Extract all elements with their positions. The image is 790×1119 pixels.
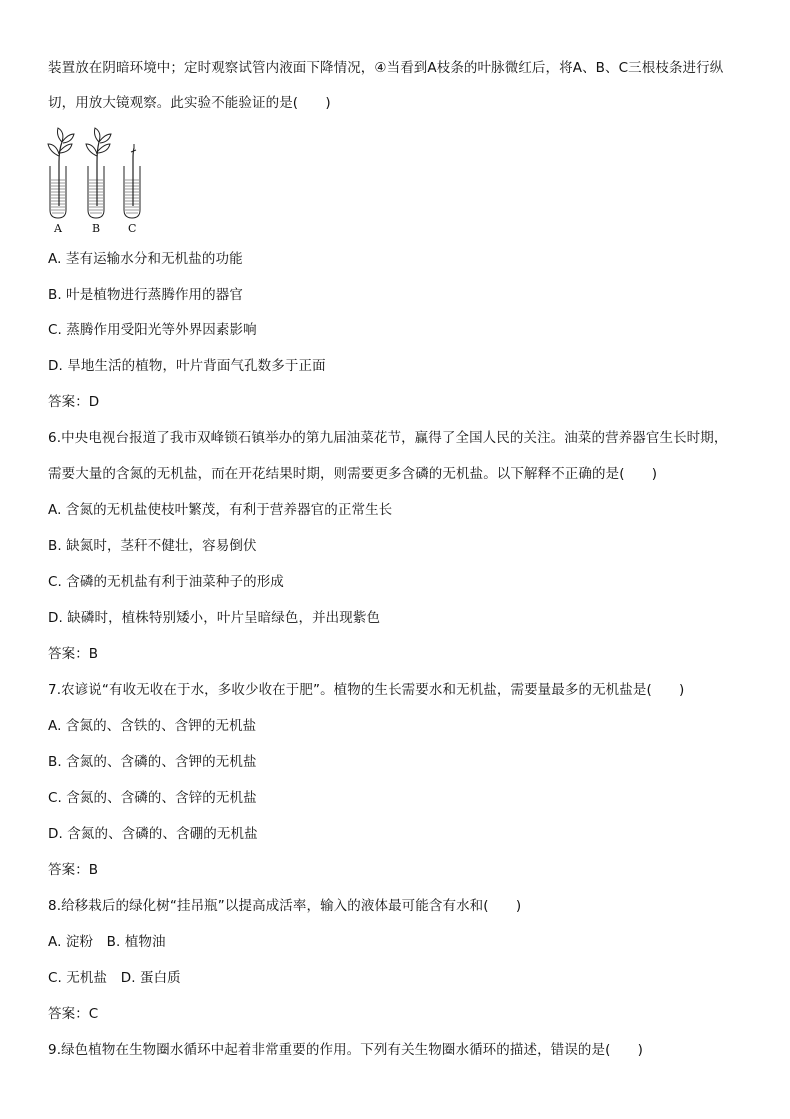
q5-text-line-1: 装置放在阴暗环境中；定时观察试管内液面下降情况，④当看到A枝条的叶脉微红后，将A、B、C三根枝条进行纵 xyxy=(48,60,724,76)
q7-option-d: D. 含氮的、含磷的、含硼的无机盐 xyxy=(48,826,258,842)
q5-option-b: B. 叶是植物进行蒸腾作用的器官 xyxy=(48,287,243,303)
q5-option-a: A. 茎有运输水分和无机盐的功能 xyxy=(48,251,243,267)
q7-option-a: A. 含氮的、含铁的、含钾的无机盐 xyxy=(48,718,257,734)
q8-options-row-2: C. 无机盐 D. 蛋白质 xyxy=(48,970,181,986)
q6-option-a: A. 含氮的无机盐使枝叶繁茂，有利于营养器官的正常生长 xyxy=(48,502,393,518)
test-tube-figure xyxy=(44,122,154,234)
q7-option-c: C. 含氮的、含磷的、含锌的无机盐 xyxy=(48,790,257,806)
q6-option-c: C. 含磷的无机盐有利于油菜种子的形成 xyxy=(48,574,284,590)
test-tube-illustration xyxy=(44,122,154,234)
q8-options-row-1: A. 淀粉 B. 植物油 xyxy=(48,934,166,950)
tube-c xyxy=(124,144,140,218)
q7-option-b: B. 含氮的、含磷的、含钾的无机盐 xyxy=(48,754,257,770)
q6-text-line-2: 需要大量的含氮的无机盐，而在开花结果时期，则需要更多含磷的无机盐。以下解释不正确的是( ) xyxy=(48,466,658,482)
q5-text-line-2: 切，用放大镜观察。此实验不能验证的是( ) xyxy=(48,95,331,111)
q5-answer: 答案：D xyxy=(48,394,100,410)
q7-answer: 答案：B xyxy=(48,862,99,878)
q6-option-d: D. 缺磷时，植株特别矮小，叶片呈暗绿色，并出现紫色 xyxy=(48,610,381,626)
q9-text-line-1: 9.绿色植物在生物圈水循环中起着非常重要的作用。下列有关生物圈水循环的描述，错误的是( ) xyxy=(48,1042,644,1058)
q8-answer: 答案：C xyxy=(48,1006,99,1022)
q7-text-line-1: 7.农谚说“有收无收在于水，多收少收在于肥”。植物的生长需要水和无机盐，需要量最多的无机盐是( ) xyxy=(48,682,685,698)
q5-option-d: D. 旱地生活的植物，叶片背面气孔数多于正面 xyxy=(48,358,326,374)
figure-label-a: A xyxy=(54,222,62,234)
figure-label-c: C xyxy=(128,222,137,234)
q8-text-line-1: 8.给移栽后的绿化树“挂吊瓶”以提高成活率，输入的液体最可能含有水和( ) xyxy=(48,898,522,914)
figure-label-b: B xyxy=(92,222,101,234)
q6-option-b: B. 缺氮时，茎秆不健壮，容易倒伏 xyxy=(48,538,257,554)
tube-b xyxy=(86,128,111,218)
tube-a xyxy=(48,128,74,218)
q6-text-line-1: 6.中央电视台报道了我市双峰锁石镇举办的第九届油菜花节，赢得了全国人民的关注。油菜的营养器官生长时期， xyxy=(48,430,728,446)
q5-option-c: C. 蒸腾作用受阳光等外界因素影响 xyxy=(48,322,257,338)
q6-answer: 答案：B xyxy=(48,646,99,662)
